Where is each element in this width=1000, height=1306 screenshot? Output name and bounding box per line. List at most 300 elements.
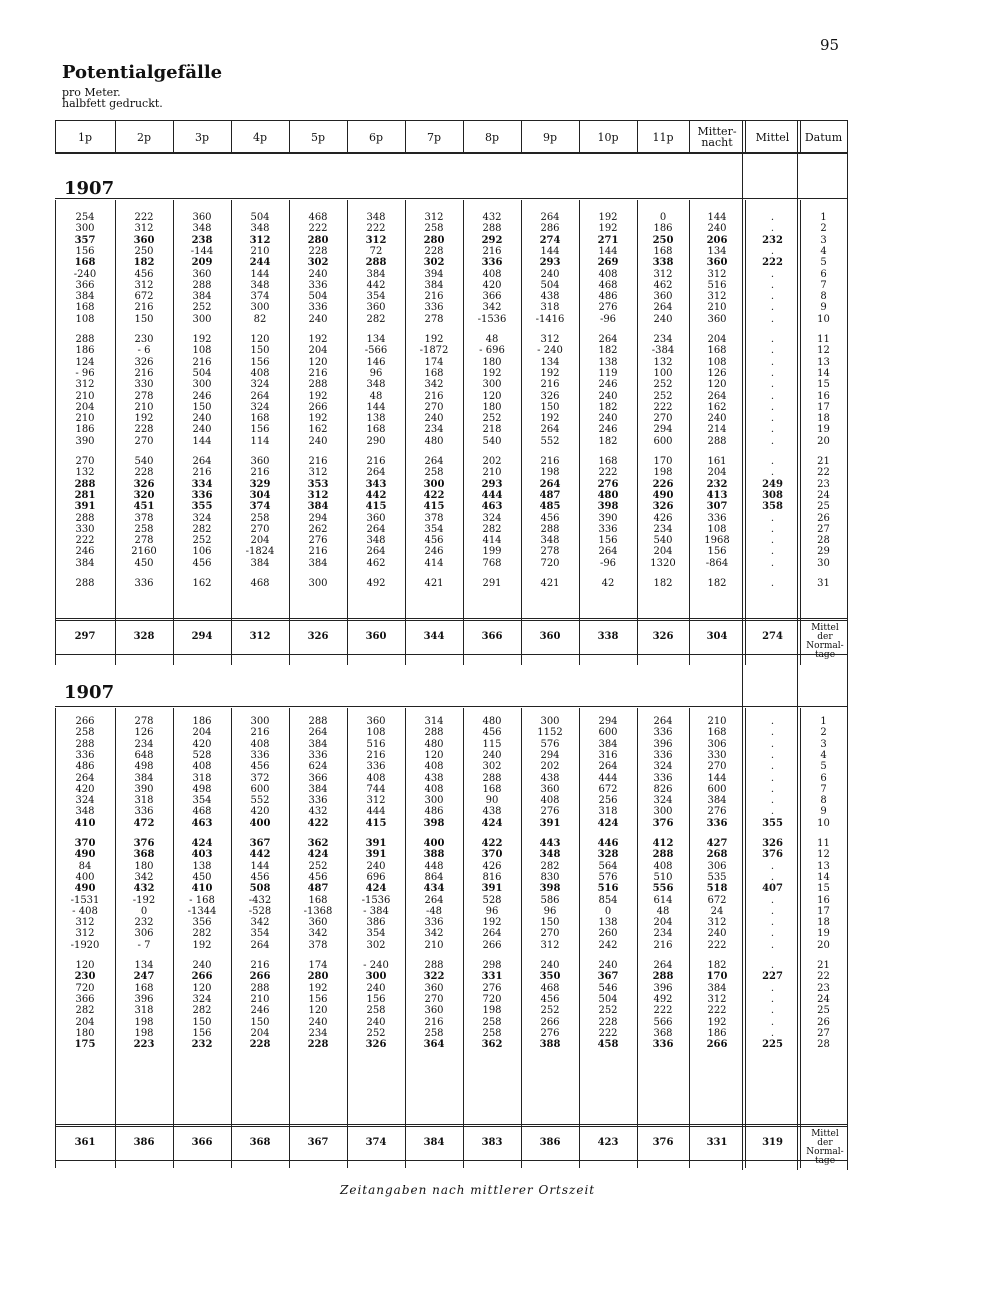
table-cell: 354 <box>250 928 270 940</box>
table-cell: 144 <box>192 435 212 447</box>
table-cell: 282 <box>482 523 502 535</box>
table-row <box>55 380 845 390</box>
table-cell: 246 <box>424 546 444 558</box>
table-cell: 4 <box>820 245 827 257</box>
table-cell: 336 <box>653 749 673 761</box>
column-header: 6p <box>368 130 384 144</box>
table-cell: 264 <box>366 467 386 479</box>
table-cell: 198 <box>653 467 673 479</box>
table-cell: 186 <box>707 1027 727 1039</box>
table-cell: 360 <box>706 257 728 269</box>
table-cell: 312 <box>540 939 560 951</box>
table-cell: 19 <box>817 928 830 940</box>
table-cell: 192 <box>308 413 328 425</box>
table-row <box>55 579 845 589</box>
table-cell: 355 <box>191 501 213 513</box>
table-cell: 264 <box>598 546 618 558</box>
table-cell: 186 <box>75 345 95 357</box>
table-cell: 252 <box>366 1027 386 1039</box>
table-cell: 336 <box>134 578 154 589</box>
table-cell: 312 <box>307 489 329 501</box>
section2-top-rule <box>55 706 847 707</box>
table-cell: 15 <box>817 379 830 391</box>
table-cell: 516 <box>707 279 727 291</box>
table-cell: 26 <box>817 1016 830 1028</box>
table-cell: 326 <box>540 390 560 402</box>
table-cell: 324 <box>482 512 502 524</box>
table-cell: 252 <box>540 1005 560 1017</box>
table-cell: 294 <box>653 424 673 436</box>
table-cell: 119 <box>598 367 618 379</box>
table-cell: 106 <box>192 546 212 558</box>
table-cell: 370 <box>481 849 503 861</box>
table-cell: 28 <box>817 1039 830 1051</box>
table-cell: 6 <box>820 268 827 280</box>
table-cell: 376 <box>133 838 155 849</box>
table-cell: 442 <box>249 849 271 861</box>
table-cell: 384 <box>308 557 328 569</box>
table-cell: -1536 <box>477 313 507 325</box>
table-cell: 302 <box>482 761 502 773</box>
table-cell: 204 <box>75 1016 95 1028</box>
table-cell: 410 <box>191 883 213 895</box>
table-cell: 422 <box>307 817 329 829</box>
table-cell: 816 <box>482 871 502 883</box>
table-cell: 180 <box>482 401 502 413</box>
table-cell: 264 <box>539 478 561 490</box>
table-cell: 23 <box>817 478 830 490</box>
table-cell: 443 <box>539 838 561 849</box>
table-cell: 216 <box>250 727 270 739</box>
summary-top-rule <box>55 618 847 619</box>
table-cell: 376 <box>762 849 783 861</box>
table-cell: 192 <box>308 982 328 994</box>
table-cell: 420 <box>192 738 212 750</box>
table-cell: 13 <box>817 860 830 872</box>
table-row <box>55 491 845 501</box>
summary-top-rule-2 <box>55 620 847 621</box>
table-cell: 282 <box>192 523 212 535</box>
table-cell: . <box>770 268 775 280</box>
table-cell: 246 <box>598 424 618 436</box>
table-cell: 343 <box>365 478 387 490</box>
table-cell: 336 <box>424 917 444 929</box>
table-cell: 258 <box>134 523 154 535</box>
table-cell: 376 <box>652 817 674 829</box>
table-cell: 174 <box>308 960 328 971</box>
table-cell: . <box>770 738 775 750</box>
table-cell: 302 <box>307 257 329 269</box>
table-cell: 342 <box>424 928 444 940</box>
table-cell: 138 <box>598 917 618 929</box>
table-cell: 384 <box>707 982 727 994</box>
table-cell: 528 <box>482 894 502 906</box>
table-cell: 312 <box>75 917 95 929</box>
table-cell: 192 <box>308 390 328 402</box>
table-row <box>55 392 845 402</box>
table-row <box>55 414 845 424</box>
table-cell: 0 <box>140 905 148 917</box>
table-cell: 8 <box>820 291 827 303</box>
table-cell: 120 <box>424 749 444 761</box>
summary-cell: 331 <box>706 1137 728 1148</box>
table-cell: 316 <box>598 749 618 761</box>
table-cell: 291 <box>482 578 502 589</box>
table-cell: 240 <box>308 435 328 447</box>
table-cell: 384 <box>598 738 618 750</box>
table-cell: 281 <box>74 489 96 501</box>
table-cell: 108 <box>366 727 386 739</box>
table-cell: 210 <box>707 302 727 314</box>
summary-cell: 304 <box>706 631 728 642</box>
table-cell: 240 <box>653 313 673 325</box>
table-row <box>55 335 845 345</box>
table-cell: 367 <box>597 971 619 983</box>
column-header: 9p <box>542 130 558 144</box>
table-cell: 546 <box>598 982 618 994</box>
table-cell: 356 <box>192 917 212 929</box>
table-cell: - 96 <box>75 367 95 379</box>
summary-bottom-rule <box>55 1160 847 1161</box>
table-cell: 456 <box>540 993 560 1005</box>
table-cell: 174 <box>424 356 444 368</box>
table-cell: 462 <box>366 557 386 569</box>
table-cell: 10 <box>817 313 830 325</box>
table-cell: 214 <box>707 424 727 436</box>
column-header: 4p <box>252 130 268 144</box>
table-cell: 864 <box>424 871 444 883</box>
summary-cell: 386 <box>539 1137 561 1148</box>
table-cell: 480 <box>597 489 619 501</box>
table-cell: 120 <box>707 379 727 391</box>
table-cell: 366 <box>75 993 95 1005</box>
table-cell: 348 <box>250 279 270 291</box>
summary-cell: 367 <box>307 1137 329 1148</box>
table-row <box>55 984 845 994</box>
table-cell: . <box>770 512 775 524</box>
table-cell: . <box>770 467 775 479</box>
table-cell: 264 <box>653 302 673 314</box>
table-cell: 182 <box>598 345 618 357</box>
table-cell: 391 <box>481 883 503 895</box>
table-cell: 202 <box>540 761 560 773</box>
table-row <box>55 369 845 379</box>
table-cell: 2 <box>820 223 827 235</box>
table-cell: 168 <box>598 456 618 467</box>
table-cell: 8 <box>820 795 827 807</box>
table-cell: . <box>770 860 775 872</box>
table-cell: 468 <box>250 578 270 589</box>
table-cell: 414 <box>424 557 444 569</box>
table-cell: 826 <box>653 783 673 795</box>
table-cell: 288 <box>540 523 560 535</box>
table-row <box>55 559 845 569</box>
table-cell: 192 <box>540 367 560 379</box>
table-cell: 336 <box>366 761 386 773</box>
table-cell: 331 <box>481 971 503 983</box>
table-cell: 336 <box>308 302 328 314</box>
table-cell: . <box>770 390 775 402</box>
table-cell: 168 <box>424 367 444 379</box>
table-cell: 504 <box>598 993 618 1005</box>
table-cell: 278 <box>134 535 154 547</box>
table-cell: 330 <box>134 379 154 391</box>
table-cell: 260 <box>598 928 618 940</box>
table-cell: 300 <box>653 806 673 818</box>
table-cell: 456 <box>134 268 154 280</box>
table-cell: 240 <box>424 413 444 425</box>
table-cell: 216 <box>366 456 386 467</box>
table-cell: 442 <box>365 489 387 501</box>
table-cell: 264 <box>482 928 502 940</box>
table-cell: 288 <box>75 578 95 589</box>
table-cell: 204 <box>653 546 673 558</box>
table-cell: 293 <box>481 478 503 490</box>
table-cell: 240 <box>598 390 618 402</box>
summary-row <box>55 1138 845 1148</box>
column-header: 3p <box>194 130 210 144</box>
table-cell: 4 <box>820 749 827 761</box>
table-cell: 300 <box>75 223 95 235</box>
table-cell: 552 <box>250 795 270 807</box>
table-cell: 280 <box>307 234 329 246</box>
table-cell: 25 <box>817 1005 830 1017</box>
summary-cell: 376 <box>652 1137 674 1148</box>
table-cell: 7 <box>820 783 827 795</box>
table-cell: 438 <box>424 772 444 784</box>
table-cell: 228 <box>249 1039 271 1051</box>
table-cell: 360 <box>250 456 270 467</box>
table-cell: 360 <box>653 291 673 303</box>
table-cell: 232 <box>191 1039 213 1051</box>
table-row <box>55 884 845 894</box>
table-cell: 228 <box>134 467 154 479</box>
table-cell: 276 <box>598 302 618 314</box>
table-cell: 234 <box>134 738 154 750</box>
table-cell: 240 <box>366 1016 386 1028</box>
table-cell: 5 <box>820 761 827 773</box>
summary-cell: 360 <box>539 631 561 642</box>
table-cell: 286 <box>540 223 560 235</box>
summary-row <box>55 632 845 642</box>
table-cell: -1536 <box>361 894 391 906</box>
table-cell: 150 <box>250 345 270 357</box>
table-cell: 362 <box>307 838 329 849</box>
table-cell: 252 <box>192 535 212 547</box>
table-cell: 282 <box>75 1005 95 1017</box>
table-cell: 468 <box>540 982 560 994</box>
table-cell: 126 <box>707 367 727 379</box>
table-cell: . <box>770 783 775 795</box>
table-cell: - 240 <box>537 345 563 357</box>
table-cell: . <box>770 379 775 391</box>
table-cell: 408 <box>366 772 386 784</box>
table-cell: 540 <box>653 535 673 547</box>
table-row <box>55 839 845 849</box>
table-cell: 216 <box>424 390 444 402</box>
table-cell: 324 <box>653 795 673 807</box>
table-cell: 225 <box>762 1039 783 1051</box>
table-cell: 342 <box>482 302 502 314</box>
table-cell: 20 <box>817 435 830 447</box>
table-cell: 384 <box>192 291 212 303</box>
table-cell: 528 <box>192 749 212 761</box>
table-cell: 7 <box>820 279 827 291</box>
table-cell: 31 <box>817 578 830 589</box>
table-cell: 264 <box>424 894 444 906</box>
year-label-2: 1907 <box>64 682 115 703</box>
table-cell: 24 <box>710 905 724 917</box>
table-cell: 854 <box>598 894 618 906</box>
table-cell: 242 <box>598 939 618 951</box>
table-cell: . <box>770 557 775 569</box>
table-cell: 391 <box>539 817 561 829</box>
table-cell: 227 <box>762 971 783 983</box>
table-cell: 264 <box>424 456 444 467</box>
table-cell: 368 <box>653 1027 673 1039</box>
table-cell: 624 <box>308 761 328 773</box>
table-cell: 156 <box>75 245 95 257</box>
table-row <box>55 918 845 928</box>
table-cell: -528 <box>248 905 272 917</box>
table-cell: 696 <box>366 871 386 883</box>
table-cell: 258 <box>366 1005 386 1017</box>
table-cell: 293 <box>539 257 561 269</box>
table-cell: 463 <box>191 817 213 829</box>
table-cell: 472 <box>133 817 155 829</box>
table-cell: 204 <box>707 467 727 479</box>
table-cell: 146 <box>366 356 386 368</box>
table-cell: . <box>770 413 775 425</box>
table-cell: 400 <box>249 817 271 829</box>
table-cell: 540 <box>482 435 502 447</box>
summary-label: Mittel der Normal-tage <box>806 1129 844 1166</box>
table-cell: 210 <box>75 413 95 425</box>
table-cell: 16 <box>817 894 830 906</box>
table-cell: 216 <box>308 367 328 379</box>
table-cell: 487 <box>539 489 561 501</box>
table-cell: 216 <box>540 379 560 391</box>
table-cell: 216 <box>192 467 212 479</box>
table-cell: 156 <box>250 356 270 368</box>
table-cell: 336 <box>191 489 213 501</box>
table-cell: 391 <box>74 501 96 513</box>
table-cell: 396 <box>653 738 673 750</box>
table-cell: 269 <box>597 257 619 269</box>
table-cell: 348 <box>366 535 386 547</box>
table-cell: 161 <box>707 456 727 467</box>
table-cell: 276 <box>308 535 328 547</box>
table-cell: 360 <box>308 917 328 929</box>
table-cell: 312 <box>540 334 560 345</box>
table-cell: 342 <box>424 379 444 391</box>
table-cell: 266 <box>75 716 95 727</box>
table-cell: 434 <box>423 883 445 895</box>
table-cell: 556 <box>652 883 674 895</box>
table-cell: 348 <box>366 212 386 223</box>
table-cell: 422 <box>423 489 445 501</box>
table-cell: 300 <box>250 716 270 727</box>
table-cell: 156 <box>366 993 386 1005</box>
table-cell: 138 <box>192 860 212 872</box>
table-cell: 394 <box>424 268 444 280</box>
table-cell: 586 <box>540 894 560 906</box>
table-cell: 204 <box>250 535 270 547</box>
table-cell: - 408 <box>72 905 98 917</box>
table-cell: 390 <box>134 783 154 795</box>
table-cell: 552 <box>540 435 560 447</box>
table-cell: 432 <box>133 883 155 895</box>
table-cell: 252 <box>598 1005 618 1017</box>
summary-cell: 368 <box>249 1137 271 1148</box>
table-cell: . <box>770 345 775 357</box>
table-cell: 42 <box>601 578 615 589</box>
table-cell: 162 <box>192 578 212 589</box>
table-cell: 508 <box>249 883 271 895</box>
table-cell: 384 <box>134 772 154 784</box>
table-cell: 306 <box>707 860 727 872</box>
summary-cell: 297 <box>74 631 96 642</box>
table-cell: 360 <box>424 982 444 994</box>
table-cell: 384 <box>366 268 386 280</box>
summary-cell: 384 <box>423 1137 445 1148</box>
table-cell: 400 <box>423 838 445 849</box>
summary-cell: 328 <box>133 631 155 642</box>
table-cell: 396 <box>134 993 154 1005</box>
summary-cell: 326 <box>652 631 674 642</box>
table-cell: 388 <box>423 849 445 861</box>
table-cell: 462 <box>653 279 673 291</box>
table-cell: 186 <box>192 716 212 727</box>
table-cell: 108 <box>707 523 727 535</box>
table-row <box>55 224 845 234</box>
table-cell: 192 <box>134 413 154 425</box>
table-cell: 168 <box>134 982 154 994</box>
table-cell: -864 <box>705 557 729 569</box>
table-cell: 282 <box>192 928 212 940</box>
table-cell: 336 <box>75 749 95 761</box>
table-cell: 132 <box>653 356 673 368</box>
table-cell: 198 <box>540 467 560 479</box>
table-cell: 444 <box>481 489 503 501</box>
table-cell: 300 <box>424 795 444 807</box>
table-cell: 210 <box>424 939 444 951</box>
table-cell: -384 <box>651 345 675 357</box>
table-cell: 168 <box>74 257 96 269</box>
table-cell: 168 <box>308 894 328 906</box>
table-cell: 535 <box>707 871 727 883</box>
table-cell: -1872 <box>419 345 449 357</box>
table-cell: 266 <box>540 1016 560 1028</box>
table-cell: 258 <box>250 512 270 524</box>
table-cell: 306 <box>707 738 727 750</box>
table-row <box>55 740 845 750</box>
column-header: 2p <box>136 130 152 144</box>
table-cell: . <box>770 749 775 761</box>
table-cell: 126 <box>134 727 154 739</box>
table-cell: 210 <box>482 467 502 479</box>
table-cell: 144 <box>707 212 727 223</box>
table-cell: 90 <box>485 795 499 807</box>
table-cell: 412 <box>652 838 674 849</box>
table-cell: 10 <box>817 817 830 829</box>
table-cell: 320 <box>133 489 155 501</box>
table-cell: 262 <box>308 523 328 535</box>
table-cell: 209 <box>191 257 213 269</box>
table-cell: 18 <box>817 917 830 929</box>
table-cell: 330 <box>707 749 727 761</box>
table-cell: 3 <box>820 234 827 246</box>
